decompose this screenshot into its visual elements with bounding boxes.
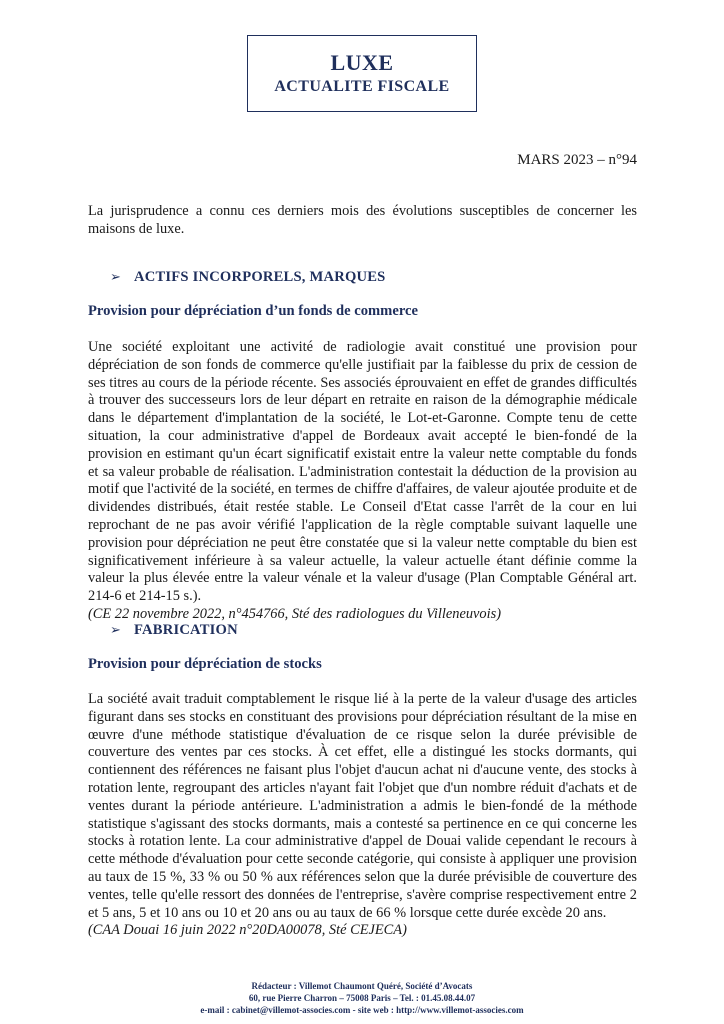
section-heading-label: ACTIFS INCORPORELS, MARQUES — [134, 269, 386, 285]
section-heading-actifs — [110, 269, 386, 286]
subheading-fonds-de-commerce: Provision pour dépréciation d’un fonds de commerce — [88, 303, 418, 319]
section-body-actifs — [88, 339, 637, 624]
section-heading-fabrication — [110, 622, 238, 639]
body-paragraph: La société avait traduit comptablement le risque lié à la perte de la valeur d'usage des articles figurant dans ses stocks en constituant des provisions pour dépréciation résultant de la mise en œuvre d'une méthode statistique d'évaluation de ce risque selon la durée prévisible de couverture des ventes par ces stocks. À cet effet, elle a distingué les stocks dormants, qui contiennent des références ne faisant plus l'objet d'aucun achat ni d'aucune vente, des stocks à rotation lente, regroupant des articles n'ayant fait l'objet que d'un nombre réduit d'achats et de ventes durant la période antérieure. L'administration a admis le bien-fondé de la méthode statistique s'agissant des stocks dormants, mais a contesté sa pertinence en ce qui concerne les stocks à rotation lente. La cour administrative d'appel de Douai valide cependant le recours à cette méthode d'évaluation pour cette seconde catégorie, qui consiste à appliquer une provision au taux de 15 %, 33 % ou 50 % aux références selon que la durée prévisible de couverture des ventes, telle qu'elle ressort des données de l'entreprise, s'avère comprise respectivement entre 2 et 5 ans, 5 et 10 ans ou 10 et 20 ans ou au taux de 66 % lorsque cette durée excède 20 ans. — [88, 691, 637, 921]
arrow-bullet-icon: ➢ — [110, 270, 122, 285]
footer-author: Rédacteur : Villemot Chaumont Quéré, Société d’Avocats — [251, 981, 473, 991]
case-citation: (CAA Douai 16 juin 2022 n°20DA00078, Sté CEJECA) — [88, 922, 407, 939]
section-heading-label: FABRICATION — [134, 622, 238, 638]
body-paragraph: Une société exploitant une activité de radiologie avait constitué une provision pour dépréciation de son fonds de commerce qu'elle justifiait par la faiblesse du prix de cession de ses titres au cours de la période récente. Ses associés éprouvaient en effet de grandes difficultés à trouver des successeurs lors de leur départ en retraite en raison de la démographie médicale dans le département d'implantation de la société, le Lot-et-Garonne. Compte tenu de cette situation, la cour administrative d'appel de Bordeaux avait accepté le bien-fondé de la provision en estimant qu'un écart significatif existait entre la valeur nette comptable du fonds et sa valeur probable de réalisation. L'administration contestait la déduction de la provision au motif que l'activité de la société, en termes de chiffre d'affaires, de valeur ajoutée produite et de dividendes distribués, était restée stable. Le Conseil d'Etat casse l'arrêt de la cour en lui reprochant de ne pas avoir vérifié l'application de la règle comptable suivant laquelle une provision pour dépréciation ne peut être constatée que si la valeur nette comptable du bien est significativement inférieure à sa valeur actuelle, la valeur actuelle étant définie comme la valeur la plus élevée entre la valeur vénale et la valeur d'usage (Plan Comptable Général art. 214-6 et 214-15 s.). — [88, 339, 637, 605]
masthead-box — [247, 35, 477, 112]
page-footer — [0, 980, 724, 1016]
newsletter-title: LUXE — [330, 49, 394, 75]
intro-paragraph: La jurisprudence a connu ces derniers mois des évolutions susceptibles de concerner les maisons de luxe. — [88, 203, 637, 237]
case-citation: (CE 22 novembre 2022, n°454766, Sté des radiologues du Villeneuvois) — [88, 605, 502, 622]
subheading-stocks: Provision pour dépréciation de stocks — [88, 656, 322, 672]
footer-address: 60, rue Pierre Charron – 75008 Paris – Tel. : 01.45.08.44.07 — [248, 993, 476, 1003]
issue-date: MARS 2023 – n°94 — [517, 152, 637, 168]
arrow-bullet-icon: ➢ — [110, 623, 122, 638]
section-body-fabrication — [88, 691, 637, 940]
newsletter-subtitle: ACTUALITE FISCALE — [274, 77, 450, 95]
footer-contact: e-mail : cabinet@villemot-associes.com - site web : http://www.villemot-associes.com — [200, 1005, 524, 1015]
